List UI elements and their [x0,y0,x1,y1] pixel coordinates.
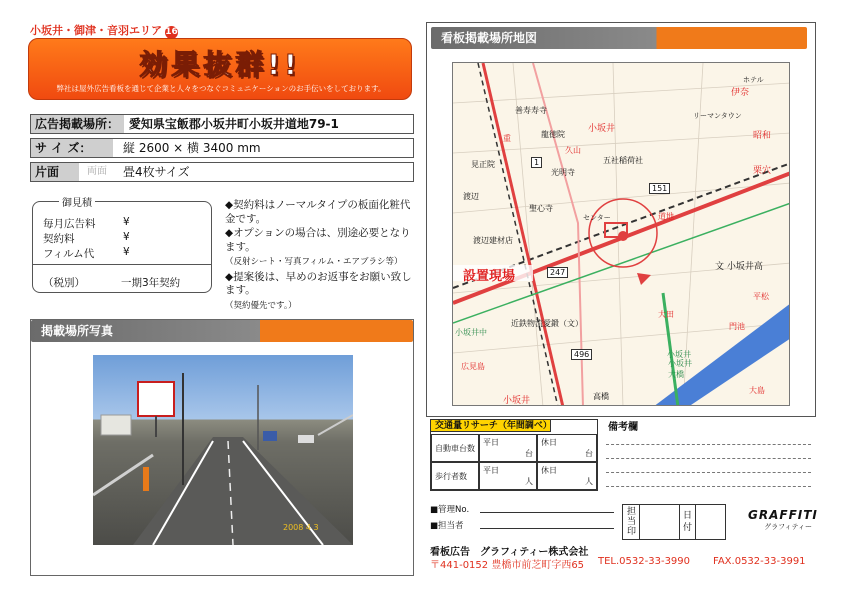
estimate-row-contract [43,231,130,246]
map-label-shrine-2: 龍徳院 [541,130,565,139]
remarks-line [606,472,811,473]
location-value: 愛知県宝飯郡小坂井町小坂井道地79-1 [128,117,339,131]
map-label-inari: 伊奈 [731,88,750,98]
location-label: 広告掲載場所： [35,117,120,131]
holiday-label: 休日 [541,466,557,475]
estimate-row-film [43,246,130,261]
traffic-title: 交通量リサーチ（年間調べ） [431,420,551,432]
map-label-station: 小坂井 大橋 [668,359,692,379]
company-fax: FAX.0532-33-3991 [713,556,806,567]
map-label-kinki: 近鉄物流愛鍛（文） [511,319,583,328]
company-name: 看板広告 グラフィティー株式会社 [430,547,589,558]
map-label-michiji: 道地 [658,212,674,221]
photo-scene [93,355,353,545]
stamp-label: 担当印 [627,507,637,537]
map-route-496: 496 [571,349,592,360]
person-in-charge: ■担当者 [430,521,464,531]
graffiti-logo [748,508,818,532]
map-label-shrine-4: 光明寺 [551,168,575,177]
face-inner-label: 両面 [79,163,115,181]
yen-sign: ¥ [123,216,130,228]
walk-count-label [431,462,479,490]
weekday-label: 平日 [483,438,499,447]
map-label-hotel-2: リーマンタウン [693,112,742,120]
person-line [480,528,614,529]
estimate-box [32,198,212,293]
note-2-sub: （反射シート・写真フィルム・エアブラシ等） [225,257,403,267]
remarks-line [606,458,811,459]
map-route-151: 151 [649,183,670,194]
car-holiday-cell [537,434,597,462]
map-label-hiroshima: 広見島 [461,362,485,371]
stamp-divider [679,505,680,539]
estimate-divider [33,264,211,265]
map-route-1: 1 [531,157,542,168]
map-label-shrine-1: 善寿寿寺 [515,106,547,115]
company-tel: TEL.0532-33-3990 [598,556,691,567]
map-label-kozakai: 小坂井 [588,124,616,134]
effect-banner [28,38,412,100]
photo-date: 2008 4 3 [283,523,319,532]
estimate-label: 毎月広告料 [43,218,96,230]
remarks-line [606,486,811,487]
map-section-title: 看板掲載場所地図 [431,27,807,49]
walk-label-text: 歩行者数 [435,472,467,481]
map-label-kozakai-2: 小坂井 [503,396,531,406]
walk-weekday-cell [479,462,537,490]
note-3-sub: （契約優先です。） [225,300,297,311]
note-3: ◆提案後は、早めのお返事をお願い致します。 [225,270,412,296]
size-value: 縦 2600 × 横 3400 mm [123,141,261,155]
estimate-title: 御見積 [59,194,95,209]
map-label-kozakai-3: 小坂井 [667,350,691,359]
notes [225,199,415,314]
photo-section-title: 掲載場所写真 [31,320,413,342]
car-label-text: 自動車台数 [435,444,475,453]
estimate-label: フィルム代 [43,248,95,260]
walk-holiday-cell [537,462,597,490]
traffic-research [430,419,598,491]
yen-sign: ¥ [123,246,130,258]
estimate-contract: 一期3年契約 [121,277,181,289]
yen-sign: ¥ [123,231,130,243]
note-1: ◆契約料はノーマルタイプの板面化粧代金です。 [225,199,411,225]
map-label-center: センター [583,214,611,222]
map-label-shrine-5: 見正院 [471,160,495,169]
map-label-showa: 昭和 [753,131,772,141]
map-label-ota: 大田 [658,310,674,319]
map-label-kurisu: 栗穴 [753,166,772,176]
weekday-label: 平日 [483,466,499,475]
mgr-line [480,512,614,513]
map-label-oshima: 大島 [749,386,765,395]
note-2: ◆オプションの場合は、別途必要となります。 [225,227,411,253]
size-label: サ イ ズ： [31,139,113,157]
logo-text: GRAFFITI [748,508,818,522]
car-count-label [431,434,479,462]
estimate-label: 契約料 [43,233,75,245]
location-row [30,114,414,134]
map-label-takahashi: 高橋 [593,392,609,401]
map-label-shrine-3: 五社稲荷社 [603,156,643,165]
face-label: 片面 [31,163,113,181]
face-value: 畳4枚サイズ [123,165,190,179]
map-label-shrine-6: 聖心寺 [529,204,553,213]
map-label-kozakai-high: 文 小坂井高 [715,262,763,272]
company-address: 〒441-0152 豊橋市前芝町字西65 [430,560,585,571]
unit-label: 人 [585,477,593,486]
unit-label: 人 [525,477,533,486]
stamp-divider [639,505,640,539]
banner-subtitle: 弊社は屋外広告看板を通じて企業と人々をつなぐコミュニケーションのお手伝いをしております。 [56,84,386,93]
logo-sub: グラフィティー [764,523,812,531]
area-name: 小坂井・御津・音羽エリア [30,24,162,37]
map-label-watanabe: 渡辺 [463,192,479,201]
site-photo [93,355,353,545]
map-label-hiramatsu: 平松 [753,292,769,301]
map-label-kuyama: 久山 [565,146,581,155]
map-label-kozakai-chu: 小坂井中 [455,328,487,337]
remarks-line [606,444,811,445]
area-label [30,22,178,39]
location-map [452,62,790,406]
map-label-material: 渡辺建材店 [473,236,513,245]
map-label-hotel: ホテル [743,76,764,84]
date-label: 日付 [683,511,693,533]
banner-title: 効果抜群!! [139,48,301,81]
unit-label: 台 [585,449,593,458]
map-label-shige: 重 [503,134,511,143]
estimate-row-monthly [43,216,130,231]
map-site-label: 設置現場 [463,269,516,284]
stamp-divider [695,505,696,539]
car-weekday-cell [479,434,537,462]
unit-label: 台 [525,449,533,458]
area-number: 16 [165,27,178,37]
staff-stamp-box [622,504,726,540]
holiday-label: 休日 [541,438,557,447]
remarks-title: 備考欄 [608,422,638,433]
map-route-247: 247 [547,267,568,278]
map-label-monzen: 門池 [729,322,745,331]
estimate-tax: （税別） [43,277,85,289]
face-row [30,162,414,182]
size-row [30,138,414,158]
management-number: ■管理No. [430,505,470,515]
